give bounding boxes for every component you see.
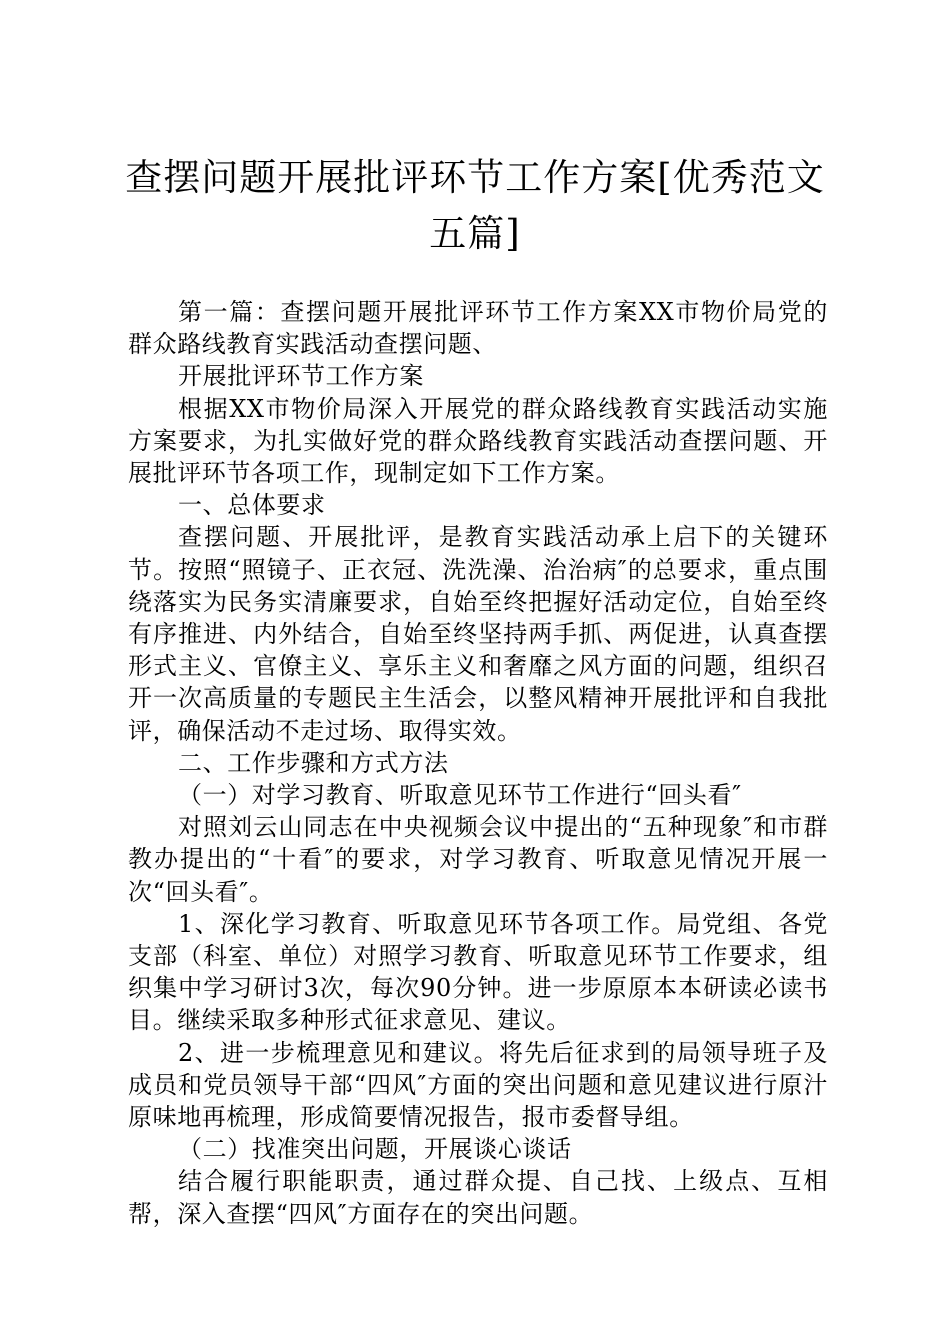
paragraph: 开展批评环节工作方案	[178, 362, 424, 391]
paragraph: 第一篇：查摆问题开展批评环节工作方案XX市物价局党的群众路线教育实践活动查摆问题、	[128, 298, 828, 359]
paragraph: 2、进一步梳理意见和建议。将先后征求到的局领导班子及成员和党员领导干部“四风″方面的突出问题和意见建议进行原汁原味地再梳理，形成简要情况报告，报市委督导组。	[128, 1038, 828, 1132]
document-body	[128, 296, 828, 1230]
section-heading: 二、工作步骤和方式方法	[178, 748, 449, 777]
paragraph: 1、深化学习教育、听取意见环节各项工作。局党组、各党支部（科室、单位）对照学习教育、听取意见环节工作要求，组织集中学习研讨3次，每次90分钟。进一步原原本本研读必读书目。继续采取多种形式征求意见、建议。	[128, 909, 828, 1035]
document-title: 查摆问题开展批评环节工作方案[优秀范文五篇]	[125, 156, 825, 255]
paragraph: 对照刘云山同志在中央视频会议中提出的“五种现象″和市群教办提出的“十看″的要求，对学习教育、听取意见情况开展一次“回头看″。	[128, 813, 828, 906]
subsection-heading: （二）找准突出问题，开展谈心谈话	[178, 1135, 572, 1164]
section-heading: 一、总体要求	[178, 491, 326, 520]
paragraph: 结合履行职能职责，通过群众提、自己找、上级点、互相帮，深入查摆“四风″方面存在的突出问题。	[128, 1167, 828, 1228]
paragraph: 查摆问题、开展批评，是教育实践活动承上启下的关键环节。按照“照镜子、正衣冠、洗洗澡、治治病″的总要求，重点围绕落实为民务实清廉要求，自始至终把握好活动定位，自始至终有序推进、内外结合，自始至终坚持两手抓、两促进，认真查摆形式主义、官僚主义、享乐主义和奢靡之风方面的问题，组织召开一次高质量的专题民主生活会，以整风精神开展批评和自我批评，确保活动不走过场、取得实效。	[128, 523, 828, 745]
subsection-heading: （一）对学习教育、听取意见环节工作进行“回头看″	[178, 781, 742, 810]
paragraph: 根据XX市物价局深入开展党的群众路线教育实践活动实施方案要求，为扎实做好党的群众路线教育实践活动查摆问题、开展批评环节各项工作，现制定如下工作方案。	[128, 394, 828, 488]
